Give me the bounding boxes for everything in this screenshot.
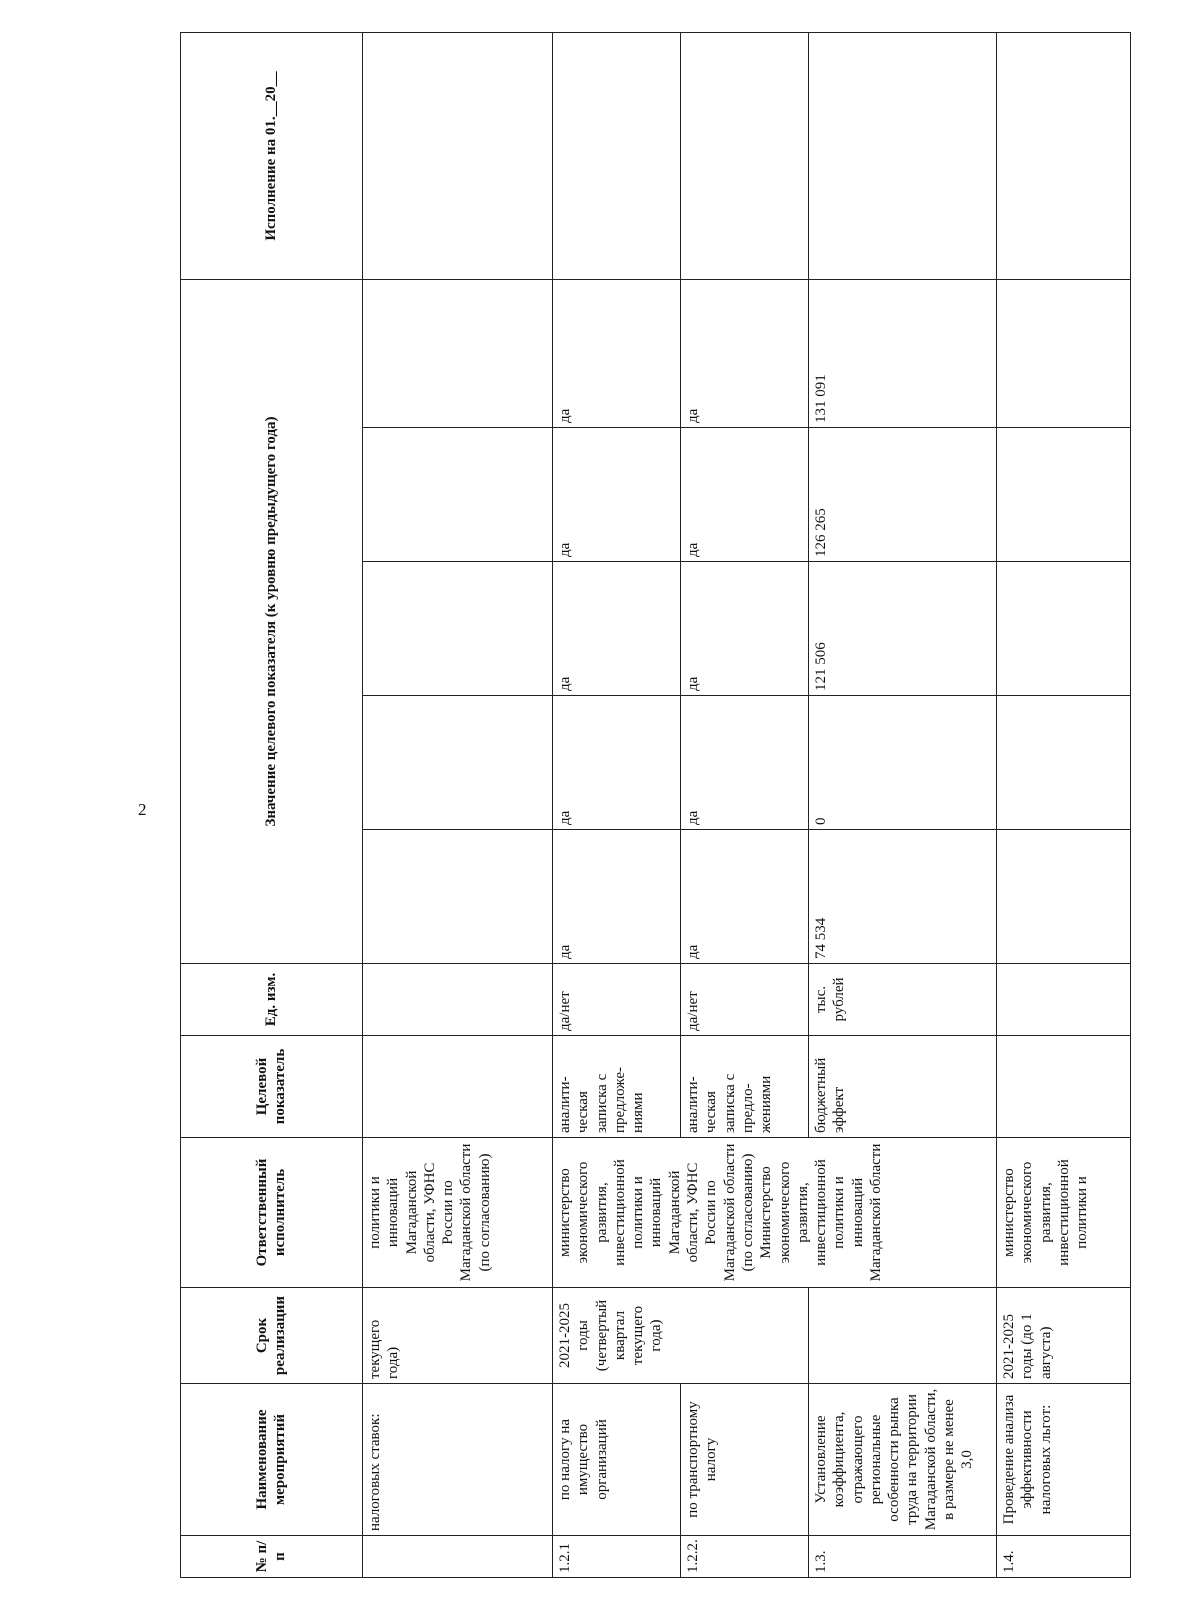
header-num: № п/п [181,1536,363,1578]
cell-indicator: аналити-ческая записка с предложе-ниями [553,1036,681,1138]
cell-unit [363,964,553,1036]
cell-value-3: 121 506 [809,562,997,696]
target-indicators-table [180,32,1131,1578]
cell-responsible [553,1138,997,1288]
cell-num: 1.4. [997,1536,1131,1578]
header-indicator: Целевой показатель [181,1036,363,1138]
cell-term: 2021-2025 годы (до 1 августа) [997,1288,1131,1384]
cell-value-4 [363,428,553,562]
cell-name: налоговых ставок: [363,1384,553,1536]
cell-execution [997,32,1131,279]
cell-value-4 [997,428,1131,562]
cell-value-2: да [681,696,809,830]
cell-unit: да/нет [553,964,681,1036]
page-number: 2 [138,800,147,819]
cell-value-5: 131 091 [809,279,997,427]
cell-unit [997,964,1131,1036]
cell-unit: тыс. рублей [809,964,997,1036]
cell-indicator [997,1036,1131,1138]
cell-value-1: да [553,830,681,964]
cell-indicator: бюджетный эффект [809,1036,997,1138]
cell-execution [363,32,553,279]
cell-term [809,1288,997,1384]
responsible-1-2: министерство экономического развития, инвестиционной политики и инноваций Магаданской области, УФНС России по Магаданской области (по согласованию) [557,1143,756,1282]
table-row [553,32,681,1577]
cell-value-4: да [553,428,681,562]
header-name: Наименование мероприятий [181,1384,363,1536]
cell-value-3 [997,562,1131,696]
cell-num: 1.2.1 [553,1536,681,1578]
cell-value-2 [997,696,1131,830]
cell-execution [681,32,809,279]
table-row [809,32,997,1577]
cell-value-2 [363,696,553,830]
cell-name: по налогу на имущество организаций [553,1384,681,1536]
header-responsible: Ответственный исполнитель [181,1138,363,1288]
cell-name: Установление коэффициента, отражающего региональные особенности рынка труда на территории Магаданской области, в размере не менее 3,0 [809,1384,997,1536]
cell-execution [809,32,997,279]
cell-indicator: аналити-ческая записка с предло-жениями [681,1036,809,1138]
cell-value-4: да [681,428,809,562]
cell-value-3: да [681,562,809,696]
cell-execution [553,32,681,279]
cell-value-1 [363,830,553,964]
cell-value-1: 74 534 [809,830,997,964]
cell-value-5 [997,279,1131,427]
cell-name: Проведение анализа эффективности налоговых льгот: [997,1384,1131,1536]
responsible-1-3: Министерство экономического развития, инвестиционной политики и инноваций Магаданской области [758,1143,885,1282]
cell-name: по транспортному налогу [681,1384,809,1536]
header-term: Срок реализации [181,1288,363,1384]
cell-term: 2021-2025 годы (четвертый квартал текущего года) [553,1288,809,1384]
cell-responsible: министерство экономического развития, инвестиционной политики и [997,1138,1131,1288]
cell-value-2: 0 [809,696,997,830]
header-value-group: Значение целевого показателя (к уровню предыдущего года) [181,279,363,963]
cell-value-1 [997,830,1131,964]
table-row [363,32,553,1577]
cell-num: 1.3. [809,1536,997,1578]
cell-value-5: да [681,279,809,427]
header-row [181,32,363,1577]
rotated-table-wrapper [180,33,1130,1578]
cell-value-2: да [553,696,681,830]
cell-term: текущего года) [363,1288,553,1384]
cell-value-3 [363,562,553,696]
cell-responsible: политики и инноваций Магаданской области, УФНС России по Магаданской области (по согласованию) [363,1138,553,1288]
table-row [997,32,1131,1577]
cell-unit: да/нет [681,964,809,1036]
cell-value-5 [363,279,553,427]
cell-value-3: да [553,562,681,696]
cell-num: 1.2.2. [681,1536,809,1578]
cell-indicator [363,1036,553,1138]
header-unit: Ед. изм. [181,964,363,1036]
header-execution: Исполнение на 01.__20__ [181,32,363,279]
cell-num [363,1536,553,1578]
cell-value-4: 126 265 [809,428,997,562]
cell-value-5: да [553,279,681,427]
cell-value-1: да [681,830,809,964]
